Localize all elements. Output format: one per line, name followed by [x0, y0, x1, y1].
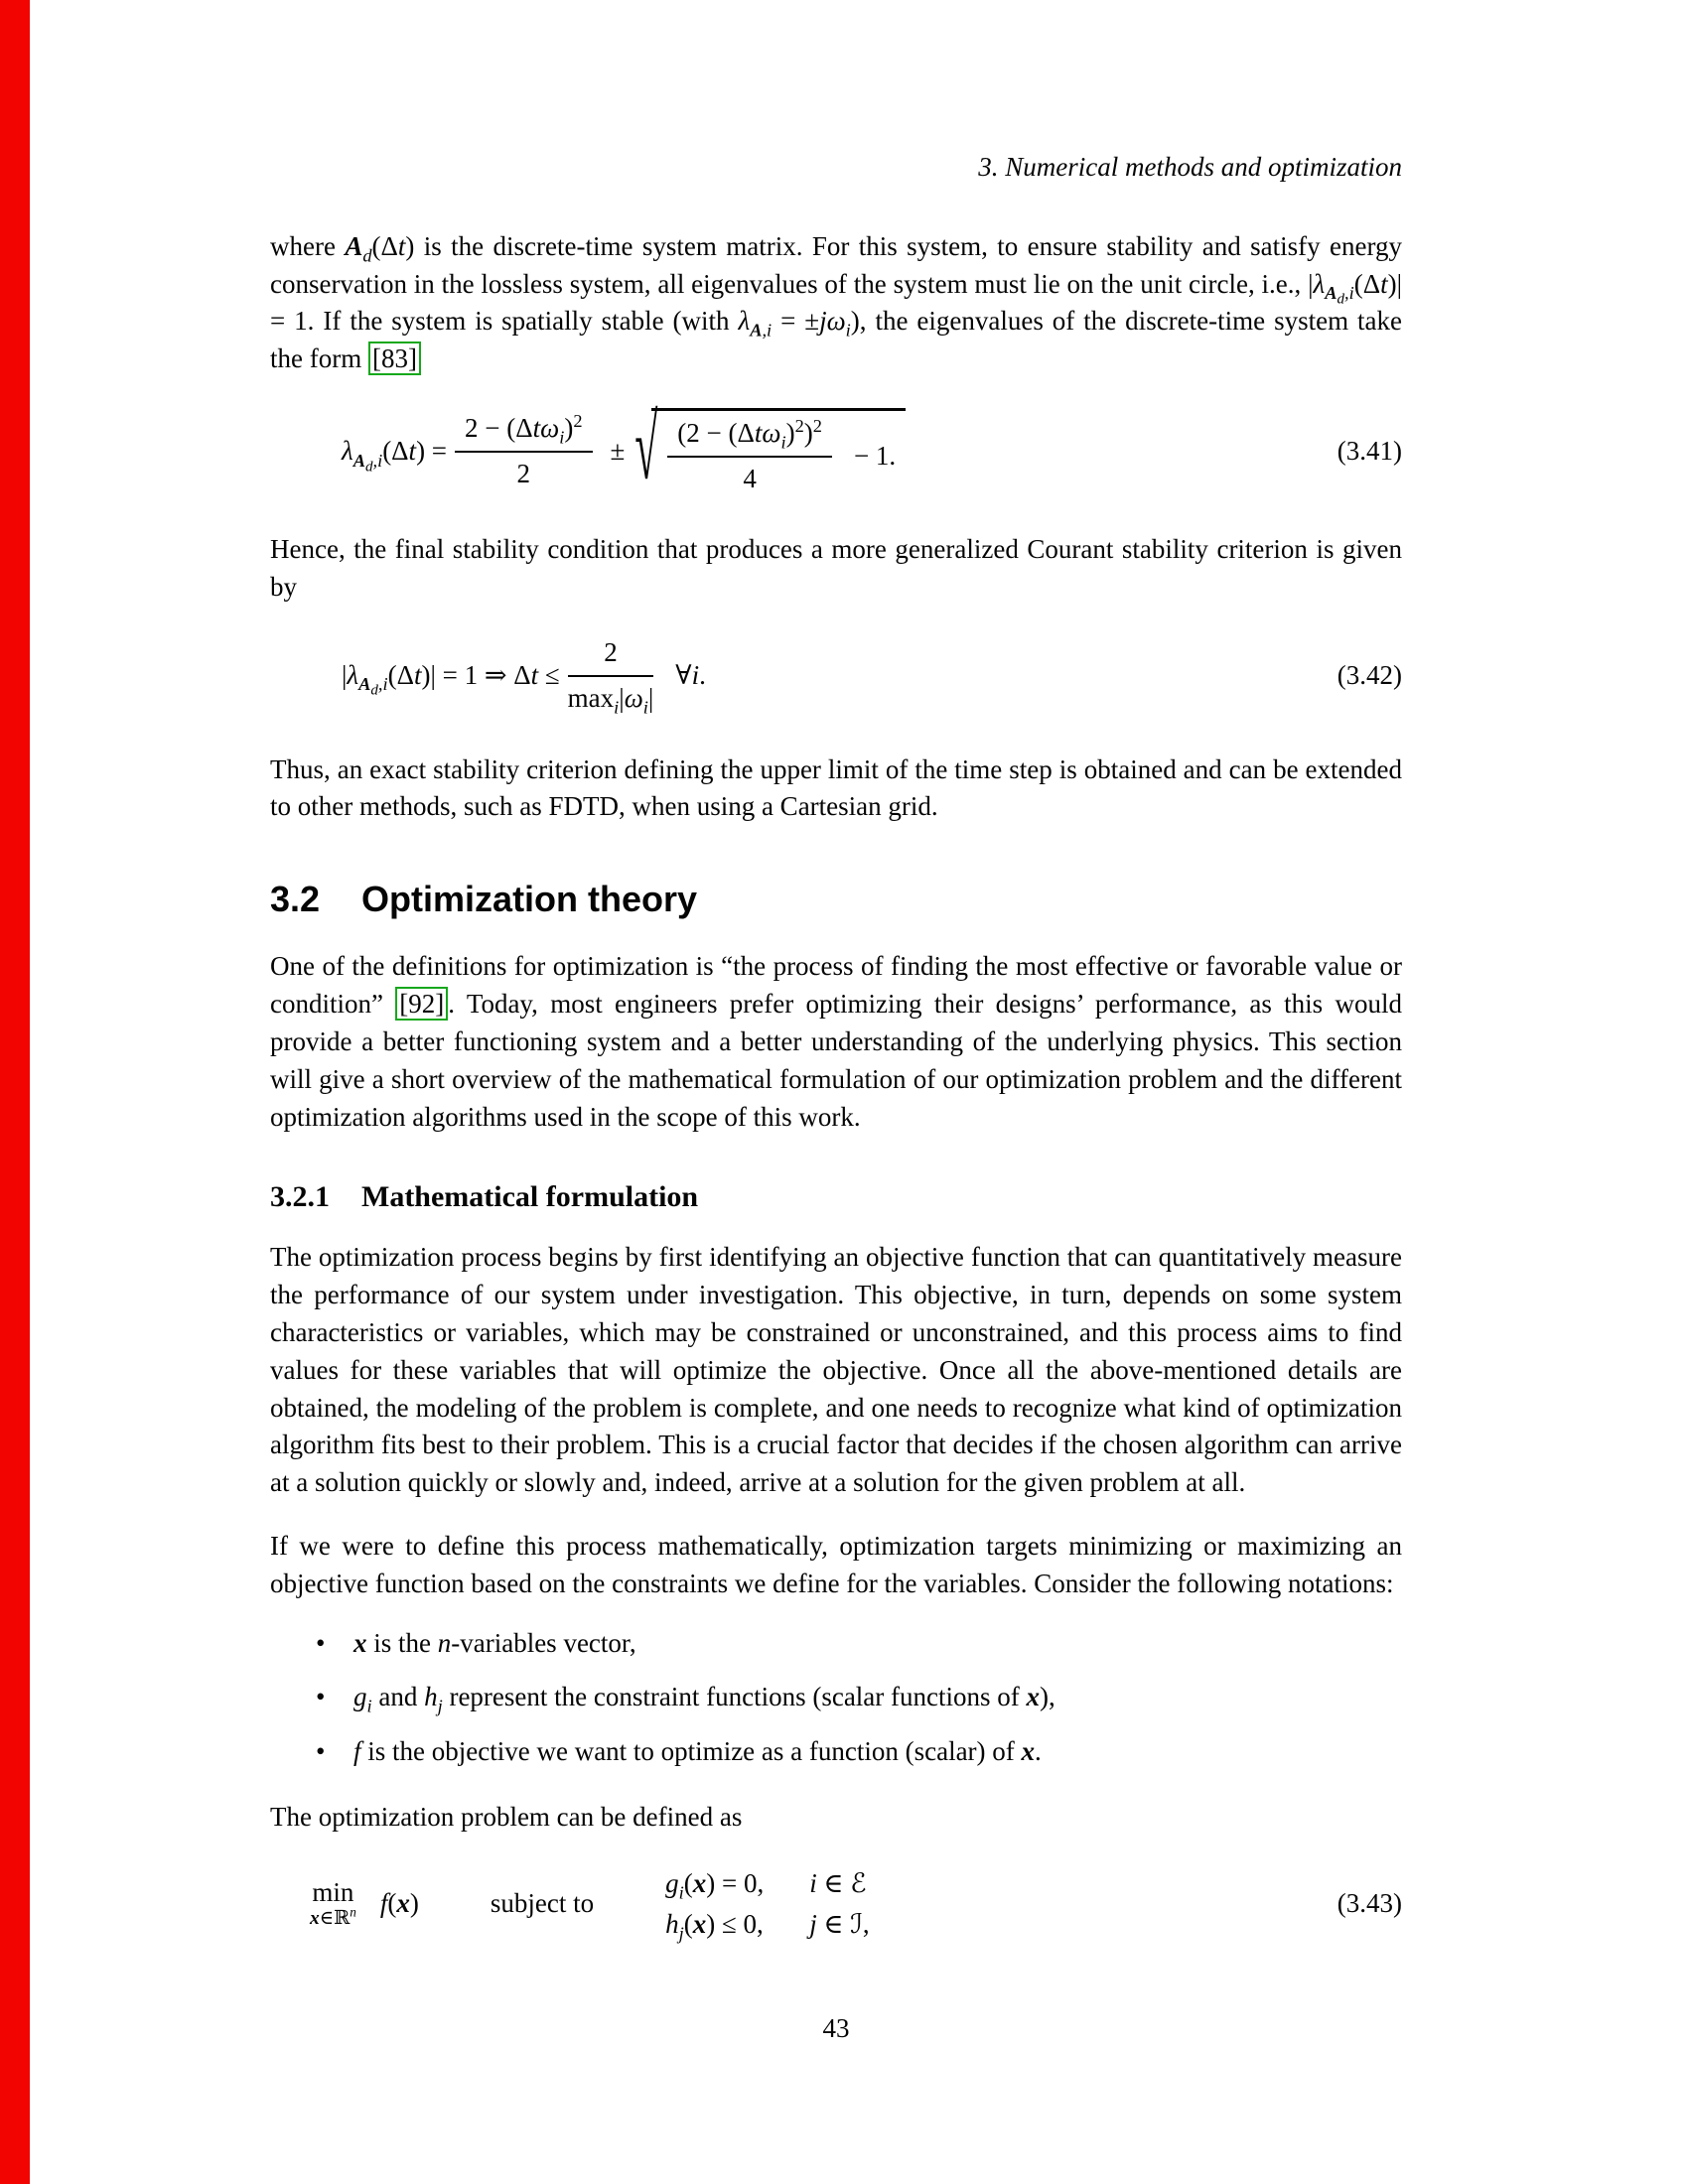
constraint-inequality — [665, 1907, 764, 1942]
math-var: f — [353, 1736, 361, 1767]
fraction-numerator — [667, 417, 832, 458]
equation-3-41 — [270, 399, 1402, 500]
text-run: )| = 1. If the system is spatially stable (with — [270, 268, 1402, 337]
bullet-marker: • — [316, 1682, 326, 1712]
list-item — [270, 1679, 1402, 1716]
section-title: Optimization theory — [361, 879, 698, 920]
fraction — [568, 636, 654, 716]
text-run: 2 − (Δ — [465, 413, 533, 444]
math-sub-index: ,i — [762, 320, 773, 341]
math-x: x — [353, 1627, 367, 1658]
math-sub-index: ,i — [372, 450, 383, 471]
equation-number: (3.43) — [1336, 1887, 1402, 1918]
text-run: . — [1035, 1736, 1042, 1767]
fraction-numerator: 2 — [568, 636, 654, 677]
constraint-set-equality — [809, 1866, 869, 1901]
math-var: i — [809, 1867, 817, 1898]
text-run: ) — [803, 417, 813, 448]
math-exponent: 2 — [812, 415, 822, 436]
math-x: x — [310, 1907, 320, 1929]
fraction — [455, 412, 592, 491]
subsection-number: 3.2.1 — [270, 1180, 330, 1214]
math-x: x — [1026, 1682, 1041, 1712]
equation-3-43 — [270, 1866, 1402, 1942]
math-sub — [750, 321, 772, 341]
min-operator — [310, 1878, 356, 1929]
text-run: ) — [564, 413, 574, 444]
text-run: − 1. — [853, 440, 897, 471]
fraction — [667, 417, 832, 496]
text-run: where — [270, 230, 346, 261]
subsection-title: Mathematical formulation — [361, 1180, 699, 1214]
paragraph-optimization-definition — [270, 948, 1402, 1136]
fraction-numerator — [455, 412, 592, 453]
math-lambda: λ — [738, 306, 751, 337]
math-lambda: λ — [342, 436, 353, 467]
math-matrix-A: A — [1325, 282, 1337, 303]
fraction-denominator: 2 — [516, 459, 531, 489]
text-run: | — [342, 659, 348, 690]
math-var: f — [379, 1887, 388, 1918]
math-var: j — [809, 1908, 817, 1939]
math-var: jω — [819, 306, 846, 337]
math-x: x — [1021, 1736, 1036, 1767]
math-var: tω — [754, 417, 781, 448]
math-sub: d — [362, 245, 372, 266]
text-run: ) = 0, — [706, 1867, 765, 1898]
math-sub: i — [780, 432, 786, 453]
text-run: One of the definitions for optimization is “the process of finding the most effective or favorable value or condition” — [270, 951, 1402, 1020]
math-var: t — [413, 659, 422, 690]
fraction-denominator — [568, 677, 654, 716]
math-subsub: d — [370, 683, 378, 700]
equation-body — [270, 636, 1337, 716]
equation-number: (3.42) — [1336, 659, 1402, 690]
section-number: 3.2 — [270, 879, 321, 920]
math-sub — [358, 674, 388, 700]
subsection-heading-mathematical-formulation — [270, 1179, 1402, 1215]
left-red-margin-bar — [0, 0, 30, 2184]
math-x: x — [692, 1867, 707, 1898]
text-run: (2 − (Δ — [677, 417, 755, 448]
math-x: x — [396, 1887, 410, 1918]
radical-sign: √ — [634, 399, 658, 500]
min-label: min — [312, 1877, 354, 1908]
list-item-text — [353, 1733, 1042, 1771]
paragraph-discrete-system — [270, 228, 1402, 378]
text-run: . Today, most engineers prefer optimizing their designs’ performance, as this would provide a better functioning system and a better understanding of the underlying physics. This section will give a short overview of the mathematical formulation of our optimization problem and the different optimization algorithms used in the scope of this work. — [270, 989, 1402, 1132]
math-sub-index: ,i — [1344, 282, 1354, 303]
running-header: 3. Numerical methods and optimization — [978, 152, 1402, 182]
math-lambda: λ — [347, 659, 359, 690]
text-run: and — [371, 1682, 425, 1712]
citation-link-92[interactable]: [92] — [395, 987, 448, 1021]
text-run: ) — [409, 1887, 419, 1918]
paragraph-courant: Hence, the final stability condition that produces a more generalized Courant stability criterion is given by — [270, 534, 1402, 603]
text-run: ∈ℝ — [319, 1907, 351, 1929]
paragraph-objective-function: The optimization process begins by first identifying an objective function that can quantitatively measure the performance of our system under investigation. This objective, in turn, depends on some system characteristics or variables, which may be constrained or unconstrained, and this process aims to find values for these variables that will optimize the objective. Once all the above-mentioned details are obtained, the modeling of the problem is complete, and one needs to recognize what kind of optimization algorithm fits best to their problem. This is a crucial factor that decides if the chosen algorithm can arrive at a solution quickly or slowly and, indeed, arrive at a solution for the given problem at all. — [270, 1242, 1402, 1498]
math-var: h — [665, 1908, 679, 1939]
forall-sign: ∀ — [675, 659, 692, 690]
math-lambda: λ — [1313, 268, 1326, 299]
math-var: i — [691, 659, 700, 690]
subject-to-label: subject to — [490, 1887, 595, 1918]
math-forall — [675, 659, 706, 693]
math-sub: j — [678, 1923, 684, 1944]
text-run: represent the constraint functions (scalar functions of — [442, 1682, 1027, 1712]
constraint-set-inequality — [809, 1907, 869, 1942]
math-exponent: n — [350, 1904, 356, 1920]
text-run: . — [699, 659, 706, 690]
math-sub: i — [845, 320, 851, 341]
objective-function — [380, 1887, 419, 1921]
square-root — [634, 399, 906, 500]
math-omega: ω — [624, 682, 643, 713]
math-sub: i — [678, 1882, 684, 1903]
text-run: | — [647, 682, 654, 713]
notation-list — [270, 1625, 1402, 1771]
list-item-text — [353, 1625, 636, 1663]
math-subsub: d — [1336, 291, 1345, 308]
text-run: max — [567, 682, 615, 713]
text-run: | — [619, 682, 625, 713]
text-run: ( — [683, 1867, 693, 1898]
radicand — [651, 408, 906, 496]
math-x: x — [692, 1908, 707, 1939]
math-var: t — [397, 230, 406, 261]
citation-link-83[interactable]: [83] — [368, 341, 421, 375]
bullet-marker: • — [316, 1627, 326, 1658]
math-var: n — [437, 1627, 452, 1658]
math-sub: j — [437, 1696, 443, 1716]
text-run: )| = 1 ⇒ Δ — [421, 659, 531, 690]
math-exponent: 2 — [794, 415, 804, 436]
text-run: (Δ — [371, 230, 398, 261]
section-heading-optimization-theory — [270, 878, 1402, 920]
equation-body — [270, 1866, 1337, 1942]
constraint-equality — [665, 1866, 764, 1901]
math-var: g — [665, 1867, 679, 1898]
math-lhs — [342, 659, 560, 700]
math-var: t — [408, 436, 417, 467]
page-content — [270, 149, 1402, 1978]
text-run: ≤ — [538, 659, 560, 690]
paragraph-notations-intro: If we were to define this process mathematically, optimization targets minimizing or maximizing an objective function based on the constraints we define for the variables. Consider the following notations: — [270, 1530, 1402, 1598]
math-matrix-A: A — [345, 230, 363, 261]
text-run: ), the eigenvalues of the discrete-time system take the form — [270, 306, 1402, 374]
math-var: h — [424, 1682, 438, 1712]
math-var: g — [353, 1682, 367, 1712]
math-subsub: d — [364, 459, 373, 476]
math-sub — [352, 450, 383, 476]
list-item — [270, 1733, 1402, 1771]
text-run: ) — [785, 417, 795, 448]
text-run: ( — [683, 1908, 693, 1939]
math-sub: i — [642, 697, 648, 718]
math-exponent: 2 — [573, 411, 583, 432]
paragraph-problem-definition: The optimization problem can be defined as — [270, 1801, 743, 1832]
math-matrix-A: A — [750, 320, 763, 341]
equation-body — [270, 399, 1337, 500]
list-item — [270, 1625, 1402, 1663]
paragraph-fdtd: Thus, an exact stability criterion defining the upper limit of the time step is obtained and can be extended to other methods, such as FDTD, when using a Cartesian grid. — [270, 753, 1402, 822]
text-run: ∈ ℐ, — [816, 1908, 870, 1939]
text-run: ) = — [416, 436, 448, 467]
math-sub — [1325, 282, 1354, 308]
text-run: = ± — [772, 306, 820, 337]
math-lhs — [342, 435, 448, 476]
text-run: is the — [366, 1627, 438, 1658]
math-var: tω — [532, 413, 560, 444]
text-run: (Δ — [382, 436, 409, 467]
bullet-marker: • — [316, 1736, 326, 1767]
math-sub: i — [366, 1696, 372, 1716]
text-run: (Δ — [1353, 268, 1381, 299]
math-var: t — [1380, 268, 1388, 299]
math-sub: i — [559, 427, 565, 448]
text-run: ( — [387, 1887, 397, 1918]
min-limits — [310, 1904, 356, 1929]
math-matrix-A: A — [358, 674, 371, 695]
fraction-denominator: 4 — [743, 463, 757, 493]
page-number: 43 — [822, 2013, 850, 2043]
list-item-text — [353, 1679, 1055, 1716]
math-var: t — [530, 659, 539, 690]
text-run: is the objective we want to optimize as a function (scalar) of — [360, 1736, 1022, 1767]
text-run: ), — [1040, 1682, 1055, 1712]
text-run: ∈ ℰ — [816, 1867, 867, 1898]
plus-minus-sign: ± — [610, 436, 626, 467]
math-sub-index: ,i — [377, 674, 388, 695]
math-sub: i — [614, 697, 620, 718]
equation-3-42 — [270, 636, 1402, 716]
text-run: ) is the discrete-time system matrix. For this system, to ensure stability and satisfy energy conservation in the lossless system, all eigenvalues of the system must lie on the unit circle, i.e., | — [270, 230, 1402, 299]
equation-number: (3.41) — [1336, 436, 1402, 467]
math-matrix-A: A — [352, 450, 365, 471]
constraints-block — [665, 1866, 870, 1942]
text-run: (Δ — [387, 659, 414, 690]
text-run: ) ≤ 0, — [706, 1908, 764, 1939]
text-run: -variables vector, — [451, 1627, 636, 1658]
